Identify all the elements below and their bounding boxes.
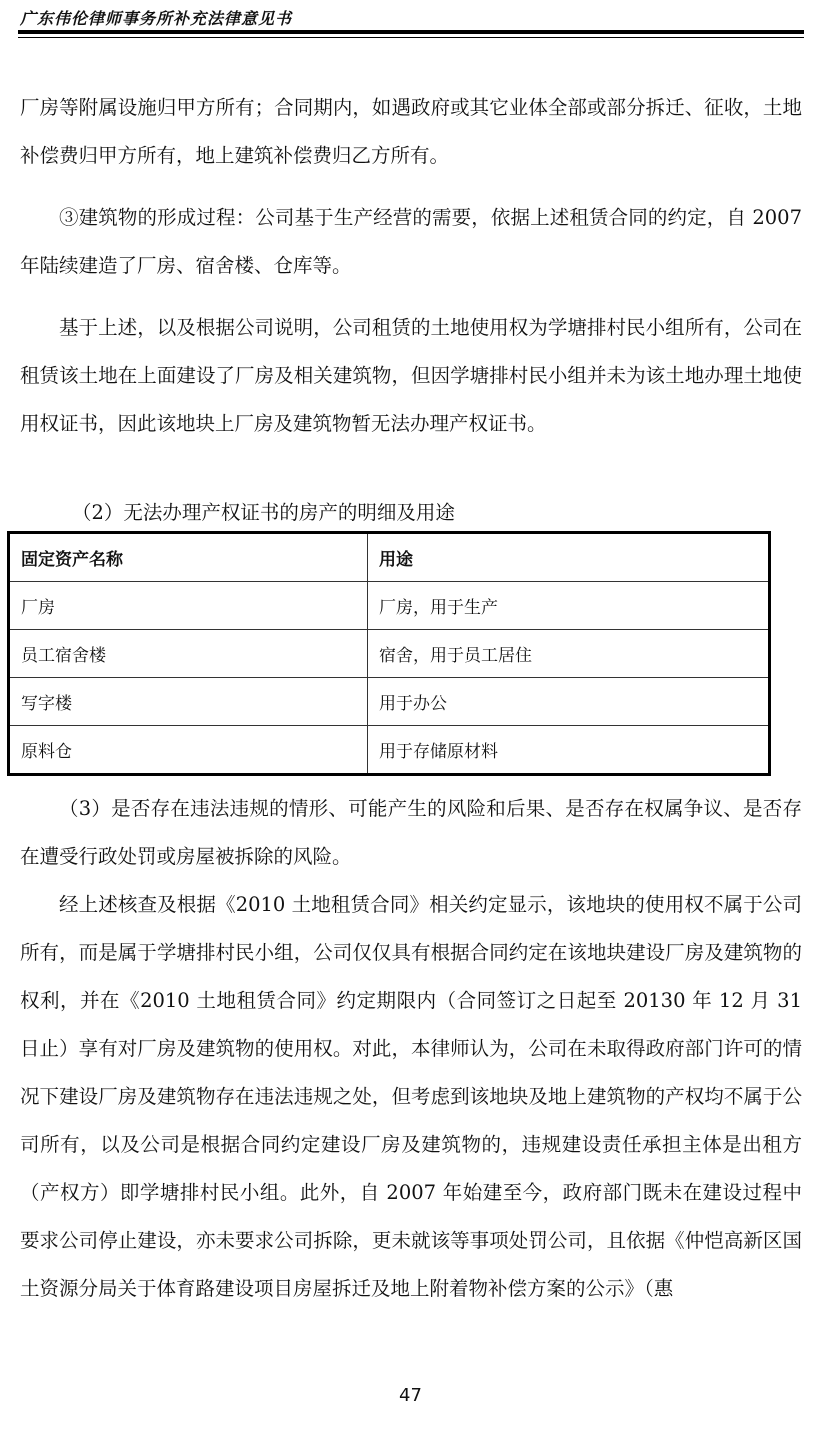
table-row <box>9 678 770 726</box>
table-cell: 宿舍，用于员工居住 <box>368 630 770 678</box>
asset-table <box>7 531 771 776</box>
body-text-top <box>20 84 802 448</box>
section-2-heading: （2）无法办理产权证书的房产的明细及用途 <box>72 501 455 524</box>
table-row <box>9 582 770 630</box>
table-cell: 用于办公 <box>368 678 770 726</box>
table-cell: 写字楼 <box>9 678 368 726</box>
table-cell: 原料仓 <box>9 726 368 775</box>
table-header-cell: 固定资产名称 <box>9 533 368 582</box>
header-title: 广东伟伦律师事务所补充法律意见书 <box>20 9 293 28</box>
paragraph: 基于上述，以及根据公司说明，公司租赁的土地使用权为学塘排村民小组所有，公司在租赁该土地在上面建设了厂房及相关建筑物，但因学塘排村民小组并未为该土地办理土地使用权证书，因此该地块上厂房及建筑物暂无法办理产权证书。 <box>20 316 802 435</box>
table-row <box>9 630 770 678</box>
table-header-cell: 用途 <box>368 533 770 582</box>
body-text-bottom <box>20 785 802 1313</box>
table-header-row <box>9 533 770 582</box>
table-cell: 用于存储原材料 <box>368 726 770 775</box>
paragraph: 厂房等附属设施归甲方所有；合同期内，如遇政府或其它业体全部或部分拆迁、征收，土地补偿费归甲方所有，地上建筑补偿费归乙方所有。 <box>20 96 802 167</box>
paragraph: 经上述核查及根据《2010 土地租赁合同》相关约定显示，该地块的使用权不属于公司所有，而是属于学塘排村民小组，公司仅仅具有根据合同约定在该地块建设厂房及建筑物的权利，并在《2010 土地租赁合同》约定期限内（合同签订之日起至 20130 年 12 月 31 日止）享有对厂房及建筑物的使用权。对此，本律师认为，公司在未取得政府部门许可的情况下建设厂房及建筑物存在违法违规之处，但考虑到该地块及地上建筑物的产权均不属于公司所有，以及公司是根据合同约定建设厂房及建筑物的，违规建设责任承担主体是出租方（产权方）即学塘排村民小组。此外，自 2007 年始建至今，政府部门既未在建设过程中要求公司停止建设，亦未要求公司拆除，更未就该等事项处罚公司，且依据《仲恺高新区国土资源分局关于体育路建设项目房屋拆迁及地上附着物补偿方案的公示》（惠 <box>20 893 802 1300</box>
page-number: 47 <box>399 1385 422 1406</box>
table-row <box>9 726 770 775</box>
table-cell: 厂房 <box>9 582 368 630</box>
paragraph: ③建筑物的形成过程：公司基于生产经营的需要，依据上述租赁合同的约定，自 2007 年陆续建造了厂房、宿舍楼、仓库等。 <box>20 206 802 277</box>
paragraph: （3）是否存在违法违规的情形、可能产生的风险和后果、是否存在权属争议、是否存在遭受行政处罚或房屋被拆除的风险。 <box>20 797 802 868</box>
header-rule-thin <box>18 37 804 38</box>
header-rule-thick <box>18 30 804 34</box>
table-cell: 员工宿舍楼 <box>9 630 368 678</box>
table-cell: 厂房，用于生产 <box>368 582 770 630</box>
